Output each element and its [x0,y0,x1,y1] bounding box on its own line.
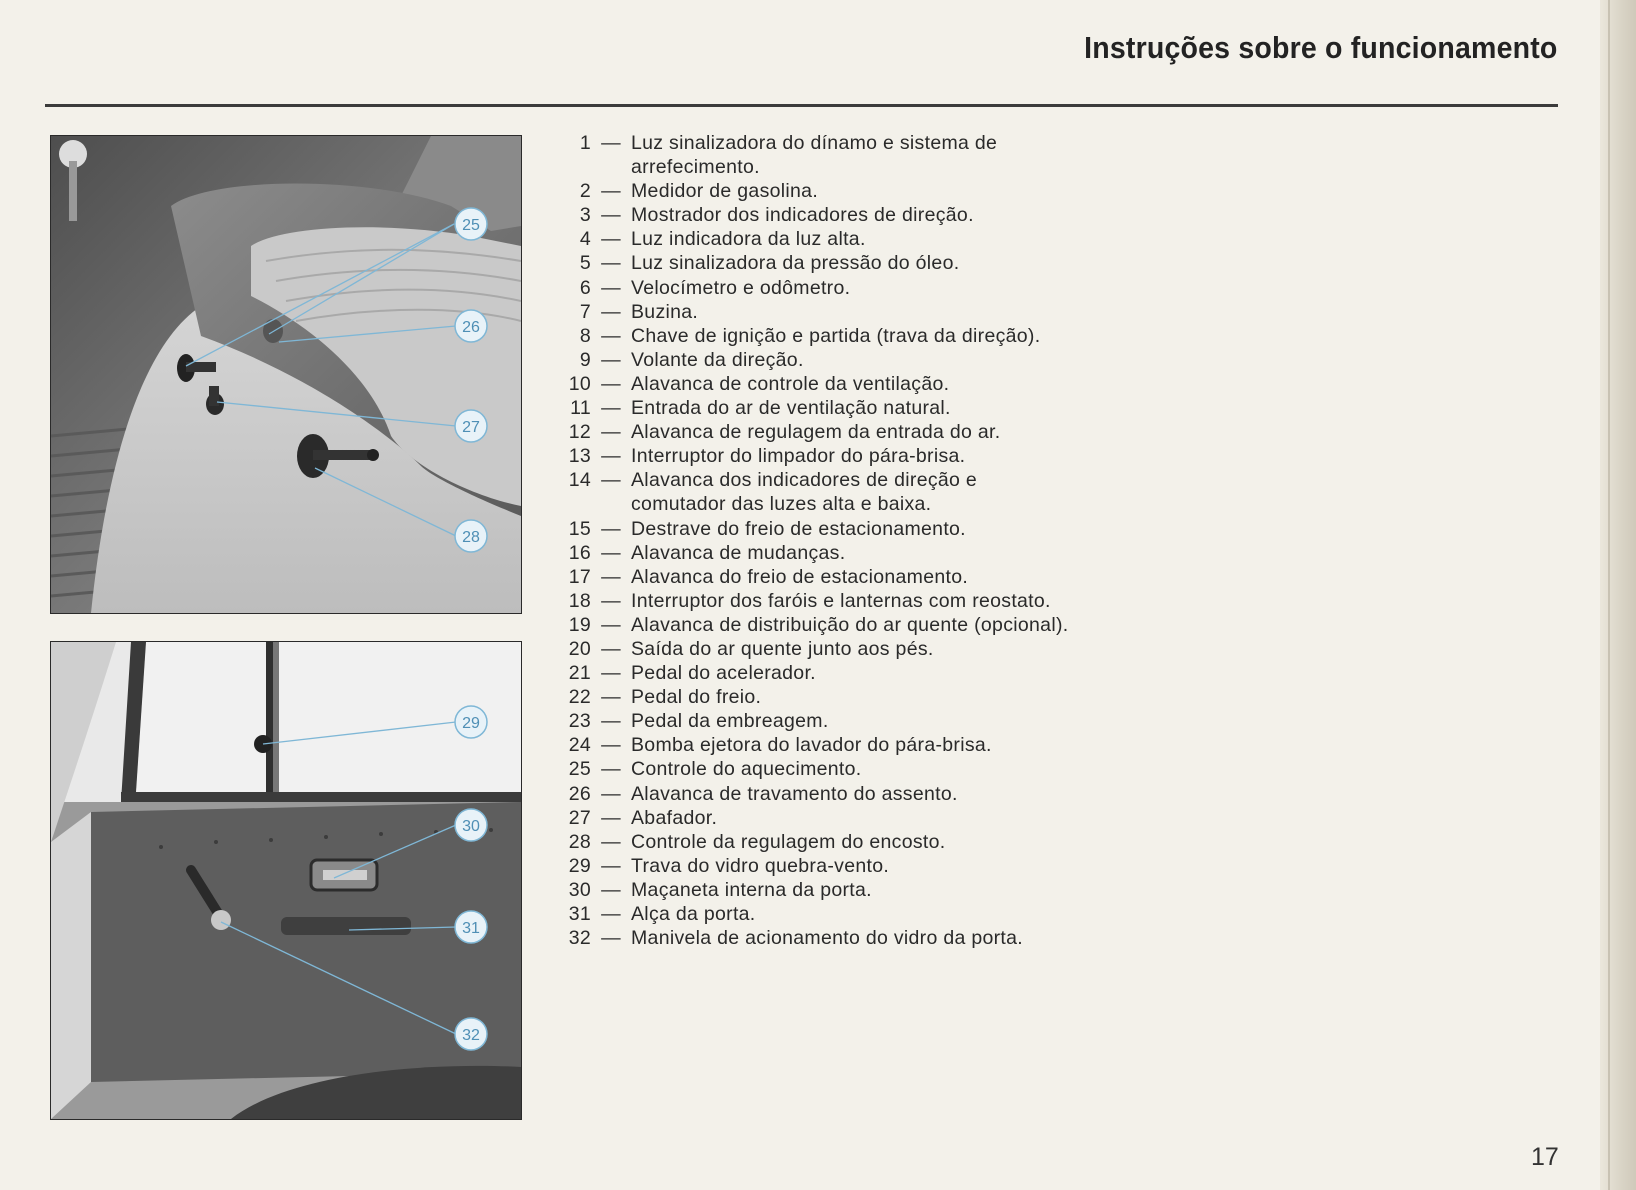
legend-item-dash: — [601,276,621,299]
page-binding-edge [1600,0,1636,1190]
page-number: 17 [1531,1143,1559,1171]
legend-item-text: Mostrador dos indicadores de direção. [631,204,974,227]
legend-item [555,854,1075,878]
legend-item-text: Manivela de acionamento do vidro da porta. [631,927,1024,950]
legend-item-dash: — [601,421,621,444]
legend-item-text: Buzina. [631,300,699,323]
legend-item-dash: — [601,469,621,492]
legend-item-number: 8 [579,324,591,347]
legend-item-text: Destrave do freio de estacionamento. [631,517,966,540]
callout-25: 25 [462,217,480,234]
legend-item-dash: — [601,445,621,468]
legend-item-number: 12 [568,421,591,444]
legend-item-text: Bomba ejetora do lavador do pára-brisa. [631,734,992,757]
callout-26: 26 [462,319,480,336]
seat-callouts [51,136,521,613]
legend-item-number: 1 [579,132,591,154]
legend-item [555,348,1075,372]
legend-item [555,420,1075,444]
legend-item-number: 29 [568,854,591,877]
legend-item [555,541,1075,565]
legend-item-number: 7 [579,300,591,323]
legend-item-dash: — [601,854,621,877]
legend-item-dash: — [601,348,621,371]
legend-item-number: 3 [579,204,591,227]
legend-item [555,131,1075,179]
legend-item-text: Controle do aquecimento. [631,758,862,781]
legend-item-number: 22 [568,686,591,709]
legend-item-text: Alavanca do freio de estacionamento. [631,565,969,588]
legend-item [555,830,1075,854]
legend-item [555,637,1075,661]
legend-item-number: 13 [568,445,591,468]
legend-item [555,661,1075,685]
legend-item [555,757,1075,781]
legend-item-text: Trava do vidro quebra-vento. [631,854,890,877]
legend-item-text: Alavanca de controle da ventilação. [631,372,950,395]
legend-item-dash: — [601,324,621,347]
legend-item-number: 11 [570,397,591,420]
legend-item-number: 9 [579,348,591,371]
legend-item-number: 28 [568,830,591,853]
legend-item-number: 23 [568,710,591,733]
legend-item-dash: — [601,372,621,395]
legend-item [555,517,1075,541]
legend-item [555,782,1075,806]
legend-item-dash: — [601,903,621,925]
legend-item-text: Alavanca de distribuição do ar quente (opcional). [631,613,1069,636]
legend-item-text: Alavanca de regulagem da entrada do ar. [631,421,1001,444]
legend-item-dash: — [601,300,621,323]
legend-item-text: Alavanca de mudanças. [631,541,846,564]
legend-item [555,806,1075,830]
legend-item-dash: — [601,927,621,950]
legend-item-dash: — [601,758,621,781]
legend-item-text: Pedal do acelerador. [631,662,816,685]
legend-item-text: Controle da regulagem do encosto. [631,830,946,853]
legend-item-number: 26 [568,782,591,805]
callout-27: 27 [462,419,480,436]
legend-item-text: Luz sinalizadora da pressão do óleo. [631,252,960,275]
legend-item-number: 14 [568,469,591,492]
legend-item [555,878,1075,902]
legend-item-text: Alavanca dos indicadores de direção e comutador das luzes alta e baixa. [631,469,978,516]
legend-item-text: Interruptor do limpador do pára-brisa. [631,445,966,468]
legend-item-text: Luz sinalizadora do dínamo e sistema de arrefecimento. [631,132,998,179]
legend-item-text: Luz indicadora da luz alta. [631,228,866,251]
legend-item-dash: — [601,734,621,757]
legend-item-dash: — [601,830,621,853]
legend-item-dash: — [601,806,621,829]
legend-item [555,372,1075,396]
seat-photo [50,135,522,614]
legend-item [555,613,1075,637]
legend-item-text: Maçaneta interna da porta. [631,878,872,901]
legend-item-dash: — [601,228,621,251]
legend-item-number: 4 [579,228,591,251]
legend-item-text: Abafador. [631,806,718,829]
callout-28: 28 [462,529,480,546]
legend-item-number: 20 [568,637,591,660]
legend-item [555,251,1075,275]
legend-item-number: 16 [568,541,591,564]
legend-item-text: Saída do ar quente junto aos pés. [631,637,934,660]
door-photo [50,641,522,1120]
legend-item-dash: — [601,517,621,540]
legend-item-text: Entrada do ar de ventilação natural. [631,397,951,420]
legend-item-dash: — [601,252,621,275]
legend-item-dash: — [601,637,621,660]
legend-item-number: 17 [568,565,591,588]
legend-item-number: 24 [568,734,591,757]
legend-item [555,179,1075,203]
legend-item [555,396,1075,420]
legend-item-dash: — [601,589,621,612]
legend-item-text: Velocímetro e odômetro. [631,276,851,299]
legend-item [555,276,1075,300]
callout-29: 29 [462,715,480,732]
legend-item-dash: — [601,613,621,636]
legend-item-dash: — [601,662,621,685]
legend-item-text: Pedal da embreagem. [631,710,829,733]
legend-item [555,589,1075,613]
legend-item-text: Chave de ignição e partida (trava da direção). [631,324,1041,347]
legend-item-number: 32 [568,927,591,950]
legend-item-dash: — [601,782,621,805]
legend-item-number: 18 [568,589,591,612]
legend-item [555,709,1075,733]
legend-item-dash: — [601,565,621,588]
legend-item-text: Volante da direção. [631,348,804,371]
legend-item-dash: — [601,204,621,227]
legend-item-dash: — [601,541,621,564]
callout-32: 32 [462,1027,480,1044]
legend-item-text: Pedal do freio. [631,686,762,709]
legend-item [555,685,1075,709]
legend-item [555,324,1075,348]
legend-item-number: 21 [568,662,591,685]
legend-item-dash: — [601,710,621,733]
legend-item [555,468,1075,516]
legend-item-number: 30 [568,878,591,901]
title-rule [45,104,1558,107]
legend-item-text: Interruptor dos faróis e lanternas com reostato. [631,589,1051,612]
legend-item [555,926,1075,950]
legend-item [555,733,1075,757]
legend-item-number: 27 [568,806,591,829]
legend-item [555,444,1075,468]
legend-item-dash: — [601,878,621,901]
legend-item [555,300,1075,324]
door-callouts [51,642,521,1119]
legend-item-number: 5 [579,252,591,275]
legend-item-number: 19 [568,613,591,636]
callout-30: 30 [462,818,480,835]
legend-item-text: Alavanca de travamento do assento. [631,782,958,805]
legend-item-number: 25 [568,758,591,781]
legend-item-number: 31 [568,903,591,925]
legend-item-number: 6 [579,276,591,299]
legend-item-text: Alça da porta. [631,903,756,925]
page-title: Instruções sobre o funcionamento [1084,30,1558,65]
legend-item [555,227,1075,251]
legend-item-dash: — [601,132,621,154]
legend-item-number: 10 [568,372,591,395]
legend-item [555,565,1075,589]
legend-item-dash: — [601,397,621,420]
legend-item [555,203,1075,227]
legend-item-dash: — [601,686,621,709]
legend-item-dash: — [601,180,621,203]
legend-item-number: 2 [579,180,591,203]
legend-item-text: Medidor de gasolina. [631,180,819,203]
controls-legend [555,131,1075,950]
legend-item-number: 15 [568,517,591,540]
callout-31: 31 [462,920,480,937]
legend-item [555,902,1075,926]
